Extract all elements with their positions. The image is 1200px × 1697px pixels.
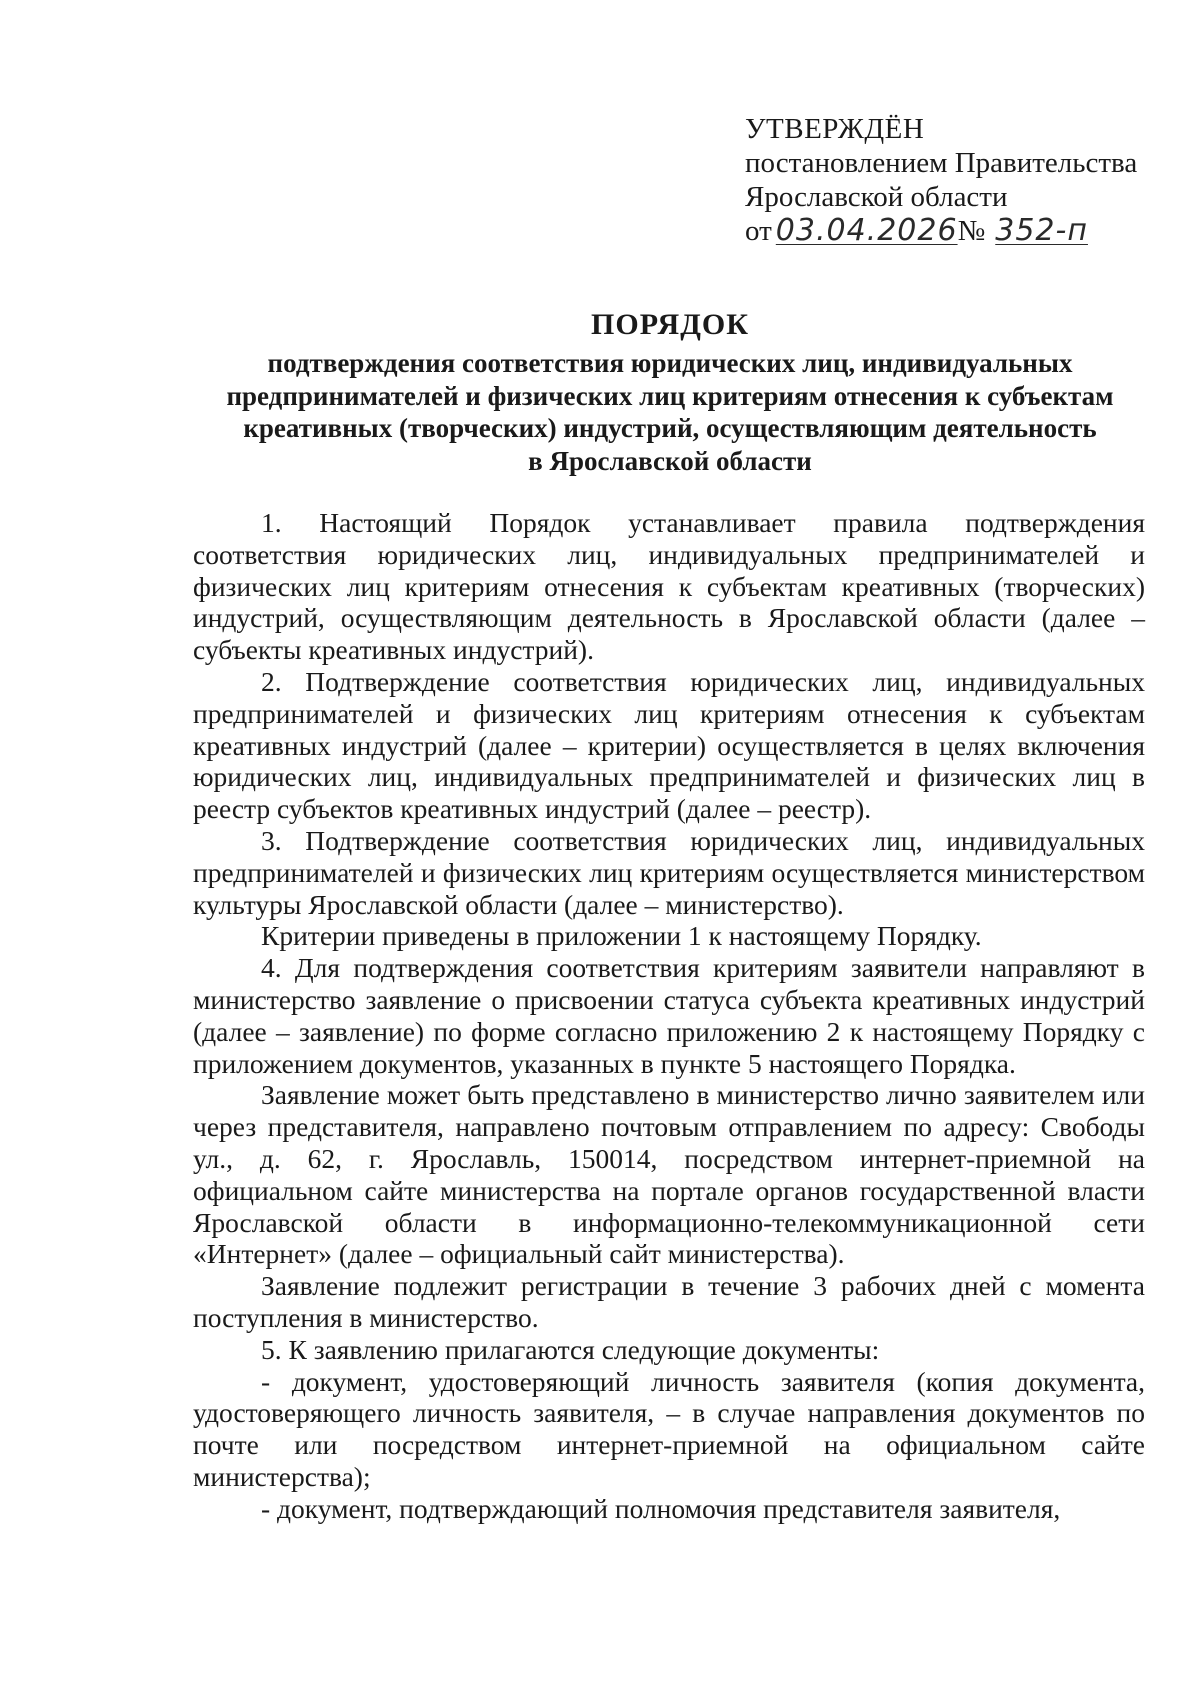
title-sub-line: креативных (творческих) индустрий, осуществляющим деятельность <box>243 413 1097 443</box>
list-item-identity-document: - документ, удостоверяющий личность заявителя (копия документа, удостоверяющего личность заявителя, – в случае направления документов по почте или посредством интернет-приемной на официальном сайте министерства); <box>193 1365 1145 1492</box>
handwritten-date: 03.04.2026 <box>775 213 958 248</box>
handwritten-number: 352-п <box>995 213 1088 248</box>
paragraph-3: 3. Подтверждение соответствия юридических лиц, индивидуальных предпринимателей и физических лиц критериям осуществляется министерством культуры Ярославской области (далее – министерство). <box>193 824 1145 920</box>
paragraph-1: 1. Настоящий Порядок устанавливает правила подтверждения соответствия юридических лиц, индивидуальных предпринимателей и физических лиц критериям отнесения к субъектам креативных (творческих) индустрий, осуществляющим деятельность в Ярославской области (далее – субъекты креативных индустрий). <box>193 507 1145 666</box>
title-subtitle <box>190 347 1150 477</box>
title-sub-line: в Ярославской области <box>528 445 812 476</box>
approval-stamp <box>745 112 1165 248</box>
paragraph-5: 5. К заявлению прилагаются следующие документы: <box>261 1333 880 1365</box>
paragraph-registration: Заявление подлежит регистрации в течение 3 рабочих дней с момента поступления в министерство. <box>193 1270 1145 1333</box>
approval-date-number-line <box>745 214 1165 248</box>
number-label: № <box>957 215 986 247</box>
title-sub-line: предпринимателей и физических лиц критериям отнесения к субъектам <box>226 380 1114 411</box>
document-title <box>190 305 1150 477</box>
approval-region-line: Ярославской области <box>745 181 1008 213</box>
paragraph-criteria-note: Критерии приведены в приложении 1 к настоящему Порядку. <box>261 920 982 952</box>
title-main: ПОРЯДОК <box>591 308 749 341</box>
title-sub-line: подтверждения соответствия юридических лиц, индивидуальных <box>267 348 1073 378</box>
approved-heading: УТВЕРЖДЁН <box>745 113 925 145</box>
paragraph-4: 4. Для подтверждения соответствия критериям заявители направляют в министерство заявление о присвоении статуса субъекта креативных индустрий (далее – заявление) по форме согласно приложению 2 к настоящему Порядку с приложением документов, указанных в пункте 5 настоящего Порядка. <box>193 952 1145 1079</box>
paragraph-2: 2. Подтверждение соответствия юридических лиц, индивидуальных предпринимателей и физических лиц критериям отнесения к субъектам креативных индустрий (далее – критерии) осуществляется в целях включения юридических лиц, индивидуальных предпринимателей и физических лиц в реестр субъектов креативных индустрий (далее – реестр). <box>193 665 1145 825</box>
from-label: от <box>745 215 772 247</box>
approval-resolution-line: постановлением Правительства <box>745 147 1138 179</box>
paragraph-submission: Заявление может быть представлено в министерство лично заявителем или через представителя, направлено почтовым отправлением по адресу: Свободы ул., д. 62, г. Ярославль, 150014, посредством интернет-приемной на официальном сайте министерства на портале органов государственной власти Ярославской области в информационно-телекоммуникационной сети «Интернет» (далее – официальный сайт министерства). <box>193 1079 1145 1270</box>
document-body <box>193 507 1145 1525</box>
list-item-authority-document: - документ, подтверждающий полномочия представителя заявителя, <box>261 1492 1061 1524</box>
